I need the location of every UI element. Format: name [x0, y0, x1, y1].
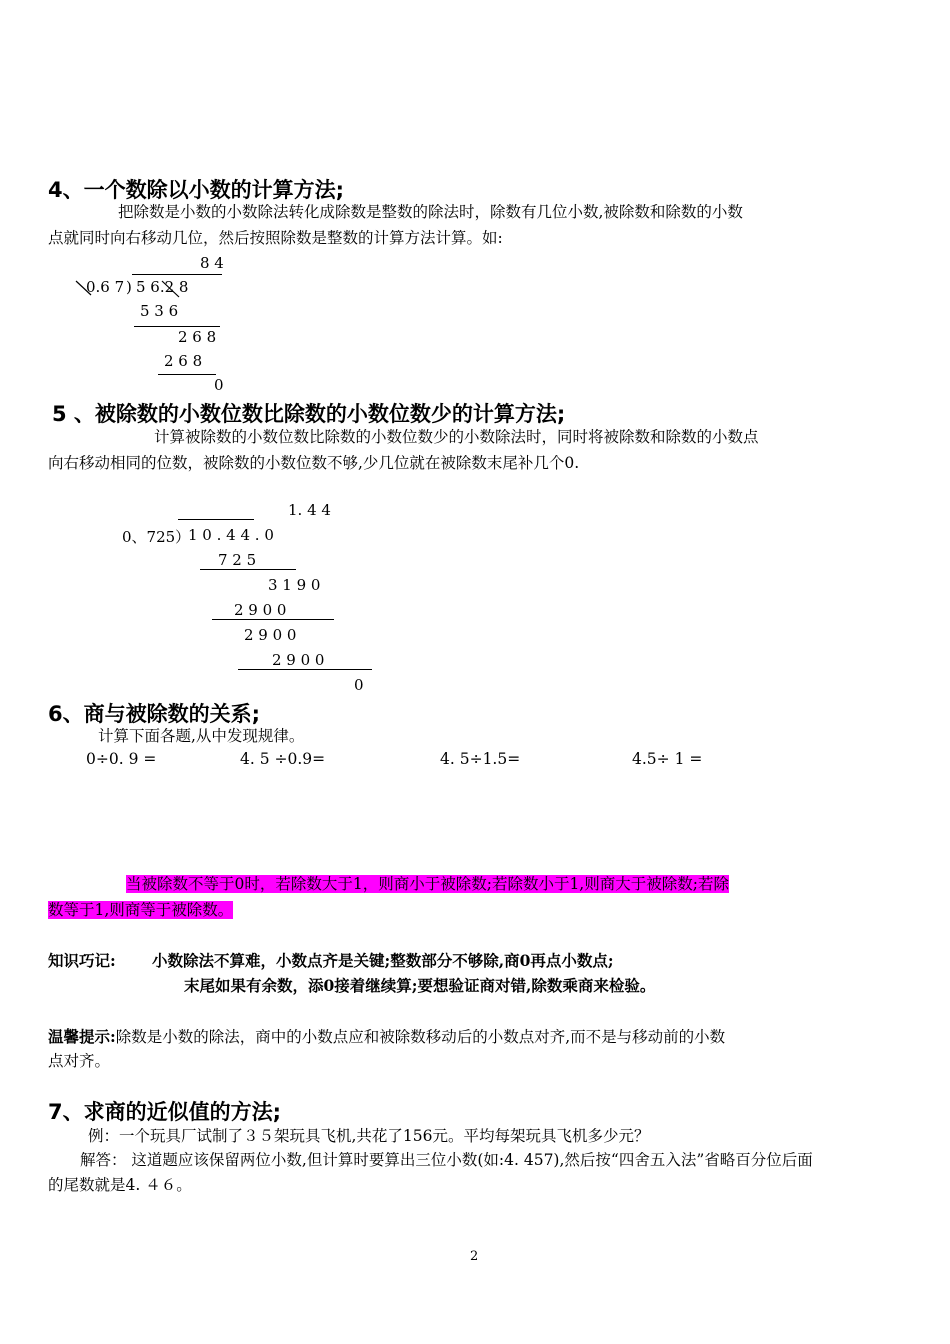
- exercise-1: 0÷0. 9 =: [86, 750, 157, 768]
- section-7-example: 例：一个玩具厂试制了３５架玩具飞机,共花了156元。平均每架玩具飞机多少元？: [88, 1127, 650, 1145]
- exercise-4: 4.5÷ 1 =: [632, 750, 703, 768]
- tips-line1: 小数除法不算难，小数点齐是关键;整数部分不够除,商0再点小数点;: [152, 951, 614, 970]
- calc2-step-2: 3 1 9 0: [268, 576, 321, 594]
- calc1-divisor: 0.6 7: [86, 278, 125, 296]
- calc1-line-2: [158, 374, 216, 375]
- calc1-bracket-line: [132, 274, 222, 275]
- section-6-title: 6、商与被除数的关系;: [48, 702, 261, 726]
- section-4-title: 4、一个数除以小数的计算方法;: [48, 178, 345, 202]
- exercise-3: 4. 5÷1.5=: [440, 750, 521, 768]
- warm-reminder-line2: 点对齐。: [48, 1052, 111, 1070]
- calc1-remainder: 0: [214, 376, 224, 394]
- calc2-bracket-line: [178, 519, 254, 520]
- tips-line2: 末尾如果有余数，添0接着继续算;要想验证商对错,除数乘商来检验。: [184, 976, 656, 995]
- warm-reminder: [48, 1024, 904, 1050]
- calc2-dividend: 1 0 . 4 4 . 0: [188, 526, 274, 544]
- exercise-2: 4. 5 ÷0.9=: [240, 750, 326, 768]
- calc2-line-3: [238, 669, 372, 670]
- tips-label: 知识巧记:: [48, 951, 116, 970]
- calc2-divisor: 0、725）: [122, 528, 191, 546]
- calc1-step-3: 2 6 8: [164, 352, 203, 370]
- warm-reminder-text: 除数是小数的除法，商中的小数点应和被除数移动后的小数点对齐,而不是与移动前的小数: [115, 1028, 726, 1046]
- calc1-step-2: 2 6 8: [178, 328, 217, 346]
- calc2-line-1: [200, 569, 296, 570]
- section-4-paragraph-line2: 点就同时向右移动几位，然后按照除数是整数的计算方法计算。如:: [48, 229, 503, 247]
- calc1-quotient: 8 4: [200, 254, 224, 272]
- section-7-answer-line2: 的尾数就是4. ４６。: [48, 1176, 192, 1194]
- calc1-step-1: 5 3 6: [140, 302, 179, 320]
- section-7-title: 7、求商的近似值的方法;: [48, 1100, 282, 1124]
- calc2-step-5: 2 9 0 0: [272, 651, 325, 669]
- calc2-remainder: 0: [354, 676, 364, 694]
- section-5-title: 5 、被除数的小数位数比除数的小数位数少的计算方法;: [52, 402, 566, 426]
- calc1-line-1: [134, 326, 220, 327]
- calc1-bracket: ): [126, 278, 132, 296]
- page-number: 2: [470, 1249, 479, 1264]
- section-7-answer-line1: 解答： 这道题应该保留两位小数,但计算时要算出三位小数(如:4. 457),然后按“四舍五入法”省略百分位后面: [80, 1151, 813, 1169]
- highlight-rule-line1: 当被除数不等于0时，若除数大于1，则商小于被除数;若除数小于1,则商大于被除数;若除: [126, 875, 729, 893]
- calc2-line-2: [212, 619, 334, 620]
- calc1-dividend: 5 6.2 8: [136, 278, 189, 296]
- section-5-paragraph-line1: 计算被除数的小数位数比除数的小数位数少的小数除法时，同时将被除数和除数的小数点: [154, 428, 759, 446]
- calc2-step-3: 2 9 0 0: [234, 601, 287, 619]
- warm-reminder-label: 温馨提示:: [48, 1027, 116, 1046]
- section-6-intro: 计算下面各题,从中发现规律。: [98, 727, 305, 745]
- calc2-step-4: 2 9 0 0: [244, 626, 297, 644]
- section-5-paragraph-line2: 向右移动相同的位数，被除数的小数位数不够,少几位就在被除数末尾补几个0.: [48, 454, 580, 472]
- section-4-paragraph-line1: 把除数是小数的小数除法转化成除数是整数的除法时，除数有几位小数,被除数和除数的小数: [118, 203, 743, 221]
- calc2-step-1: 7 2 5: [218, 551, 257, 569]
- calc2-quotient: 1. 4 4: [288, 501, 331, 519]
- highlight-rule-line2: 数等于1,则商等于被除数。: [48, 901, 234, 919]
